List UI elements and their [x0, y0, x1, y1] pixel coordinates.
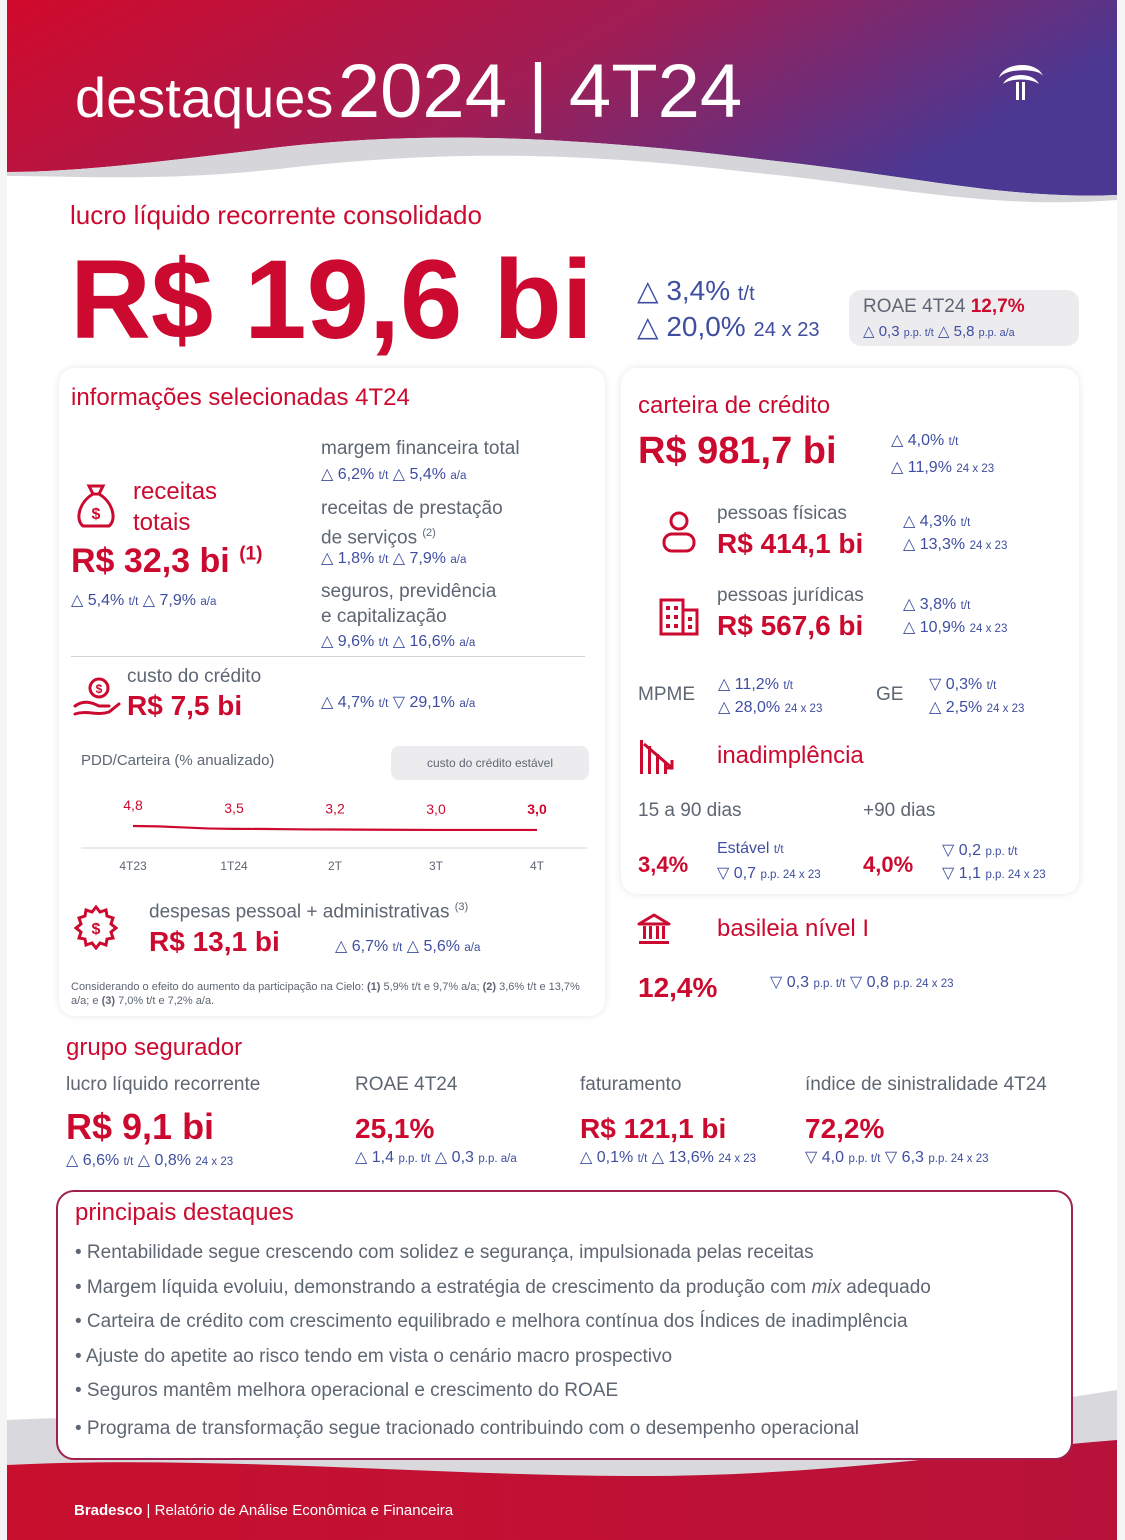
individuals-delta-qoq: △ 4,3% t/t: [903, 513, 971, 530]
npl-long-label: +90 dias: [863, 800, 936, 821]
pdd-chart: [81, 788, 591, 880]
svg-text:$: $: [91, 506, 101, 523]
credit-cost-value: R$ 7,5 bi: [127, 690, 243, 721]
npl-short-value: 3,4%: [638, 852, 689, 877]
companies-delta-qoq: △ 3,8% t/t: [903, 596, 971, 613]
insurance-label: seguros, previdência e capitalização: [321, 581, 497, 627]
bank-building-icon: [637, 912, 671, 946]
insurance-item-deltas: ▽ 4,0 p.p. t/t ▽ 6,3 p.p. 24 x 23: [805, 1149, 989, 1166]
basel-value: 12,4%: [638, 972, 718, 1003]
insurance-item-value: 25,1%: [355, 1113, 435, 1144]
fees-deltas: △ 1,8% t/t △ 7,9% a/a: [321, 550, 467, 567]
insurance-item-deltas: △ 1,4 p.p. t/t △ 0,3 p.p. a/a: [355, 1149, 517, 1166]
revenues-value: R$ 32,3 bi $^{(1)}$: [71, 542, 263, 580]
individuals-delta-yoy: △ 13,3% 24 x 23: [903, 536, 1008, 553]
highlight-item: • Ajuste do apetite ao risco tendo em vista o cenário macro prospectivo: [75, 1346, 673, 1367]
svg-text:$: $: [91, 921, 101, 938]
net-income-delta-yoy: △ 20,0% 24 x 23: [637, 311, 820, 342]
npl-short-delta-yoy: ▽ 0,7 p.p. 24 x 23: [717, 865, 821, 882]
npl-long-value: 4,0%: [863, 852, 914, 877]
bradesco-logo-icon: [993, 54, 1049, 104]
companies-label: pessoas jurídicas: [717, 585, 864, 606]
insurance-item-label: ROAE 4T24: [355, 1074, 458, 1095]
npl-title: inadimplência: [717, 742, 864, 769]
net-income-delta-qoq: △ 3,4% t/t: [637, 275, 755, 306]
highlight-item: • Rentabilidade segue crescendo com solidez e segurança, impulsionada pelas receitas: [75, 1242, 814, 1263]
credit-delta-qoq: △ 4,0% t/t: [891, 432, 959, 449]
highlight-item: • Carteira de crédito com crescimento equilibrado e melhora contínua dos Índices de inadimplência: [75, 1311, 908, 1332]
highlight-item: • Programa de transformação segue tracionado contribuindo com o desempenho operacional: [75, 1418, 860, 1439]
credit-title: carteira de crédito: [638, 392, 831, 419]
highlight-item: • Margem líquida evoluiu, demonstrando a estratégia de crescimento da produção com mix adequado: [75, 1277, 931, 1298]
revenues-label: receitas totais: [133, 478, 218, 536]
chart-value-label: 4,8: [123, 797, 143, 813]
npl-long-delta-yoy: ▽ 1,1 p.p. 24 x 23: [942, 865, 1046, 882]
insurance-item-label: faturamento: [580, 1074, 682, 1095]
falling-bars-icon: [638, 738, 678, 776]
footnote: Considerando o efeito do aumento da participação na Cielo: (1) 5,9% t/t e 9,7% a/a; (2) 3,6% t/t e 13,7% a/a; e (3) 7,0% t/t e 7,2% a/a.: [71, 981, 580, 1007]
insurance-item: [580, 1074, 800, 1167]
selected-info-card: [59, 368, 605, 1016]
chart-value-label: 3,5: [224, 799, 244, 816]
gear-dollar-icon: [73, 904, 119, 950]
expenses-value: R$ 13,1 bi: [149, 926, 280, 957]
ge-delta-qoq: ▽ 0,3% t/t: [929, 676, 997, 693]
insurance-item: [355, 1074, 565, 1167]
insurance-item-deltas: △ 6,6% t/t △ 0,8% 24 x 23: [66, 1152, 234, 1169]
nii-deltas: △ 6,2% t/t △ 5,4% a/a: [321, 466, 467, 483]
highlights-box: [56, 1190, 1073, 1460]
highlights-title: principais destaques: [75, 1199, 294, 1226]
chart-category-label: 2T: [327, 859, 343, 873]
page-title: [75, 48, 742, 135]
chart-category-label: 4T: [529, 859, 545, 873]
chart-category-label: 3T: [428, 859, 444, 873]
footer-text: Bradesco | Relatório de Análise Econômica e Financeira: [74, 1502, 454, 1519]
title-word: destaques: [75, 66, 334, 129]
title-period: 2024 | 4T24: [337, 49, 743, 134]
hand-coin-icon: [73, 676, 121, 720]
basel-title: basileia nível I: [717, 915, 870, 942]
pdd-chart-title: PDD/Carteira (% anualizado): [81, 752, 275, 769]
credit-value: R$ 981,7 bi: [638, 430, 837, 472]
roae-line: ROAE 4T24 12,7%: [863, 296, 1025, 317]
roae-deltas: △ 0,3 p.p. t/t △ 5,8 p.p. a/a: [863, 323, 1015, 340]
insurance-item-value: R$ 121,1 bi: [580, 1113, 727, 1144]
companies-delta-yoy: △ 10,9% 24 x 23: [903, 619, 1008, 636]
insurance-item: [805, 1074, 1095, 1167]
stable-cost-badge: custo do crédito estável: [391, 746, 589, 780]
money-bag-icon: [73, 482, 119, 530]
roae-badge: [849, 290, 1079, 346]
mpme-delta-yoy: △ 28,0% 24 x 23: [718, 699, 823, 716]
individuals-value: R$ 414,1 bi: [717, 528, 864, 559]
highlight-item: • Seguros mantêm melhora operacional e crescimento do ROAE: [75, 1380, 619, 1401]
nii-label: margem financeira total: [321, 438, 520, 459]
npl-short-delta-qoq: Estável t/t: [717, 840, 784, 857]
companies-value: R$ 567,6 bi: [717, 610, 864, 641]
ge-label: GE: [876, 684, 904, 705]
insurance-item-value: 72,2%: [805, 1113, 885, 1144]
insurance-item: [66, 1074, 316, 1170]
person-icon: [661, 510, 697, 554]
insurance-item-deltas: △ 0,1% t/t △ 13,6% 24 x 23: [580, 1149, 757, 1166]
credit-delta-yoy: △ 11,9% 24 x 23: [891, 459, 995, 476]
chart-category-label: 1T24: [220, 859, 248, 873]
basel-deltas: ▽ 0,3 p.p. t/t ▽ 0,8 p.p. 24 x 23: [770, 974, 954, 991]
chart-category-label: 4T23: [119, 859, 147, 873]
individuals-label: pessoas físicas: [717, 503, 847, 524]
insurance-item-label: índice de sinistralidade 4T24: [805, 1074, 1047, 1095]
expenses-deltas: △ 6,7% t/t △ 5,6% a/a: [335, 938, 481, 955]
insurance-group-title: grupo segurador: [66, 1034, 243, 1061]
credit-card: [621, 368, 1079, 894]
insurance-deltas: △ 9,6% t/t △ 16,6% a/a: [321, 633, 476, 650]
report-page: [7, 0, 1117, 1540]
divider: [71, 656, 585, 657]
npl-long-delta-qoq: ▽ 0,2 p.p. t/t: [942, 842, 1018, 859]
chart-value-label: 3,2: [325, 800, 345, 817]
selected-info-title: informações selecionadas 4T24: [71, 384, 410, 411]
net-income-value: R$ 19,6 bi: [70, 237, 593, 362]
credit-cost-label: custo do crédito: [127, 666, 262, 687]
fees-label: receitas de prestação de serviços $^{(2)}$: [321, 498, 503, 549]
mpme-delta-qoq: △ 11,2% t/t: [718, 676, 793, 693]
building-icon: [657, 590, 701, 636]
net-income-label: lucro líquido recorrente consolidado: [70, 200, 482, 230]
chart-value-label: 3,0: [527, 800, 547, 817]
mpme-label: MPME: [638, 684, 695, 705]
chart-series-line: [133, 826, 537, 830]
svg-text:$: $: [95, 682, 103, 696]
credit-cost-deltas: △ 4,7% t/t ▽ 29,1% a/a: [321, 694, 476, 711]
ge-delta-yoy: △ 2,5% 24 x 23: [929, 699, 1025, 716]
insurance-item-value: R$ 9,1 bi: [66, 1106, 215, 1147]
npl-short-label: 15 a 90 dias: [638, 800, 742, 821]
revenues-deltas: △ 5,4% t/t △ 7,9% a/a: [71, 592, 217, 609]
insurance-item-label: lucro líquido recorrente: [66, 1074, 261, 1095]
chart-value-label: 3,0: [426, 800, 446, 817]
expenses-label: despesas pessoal + administrativas $^{(3)}$: [149, 901, 469, 923]
